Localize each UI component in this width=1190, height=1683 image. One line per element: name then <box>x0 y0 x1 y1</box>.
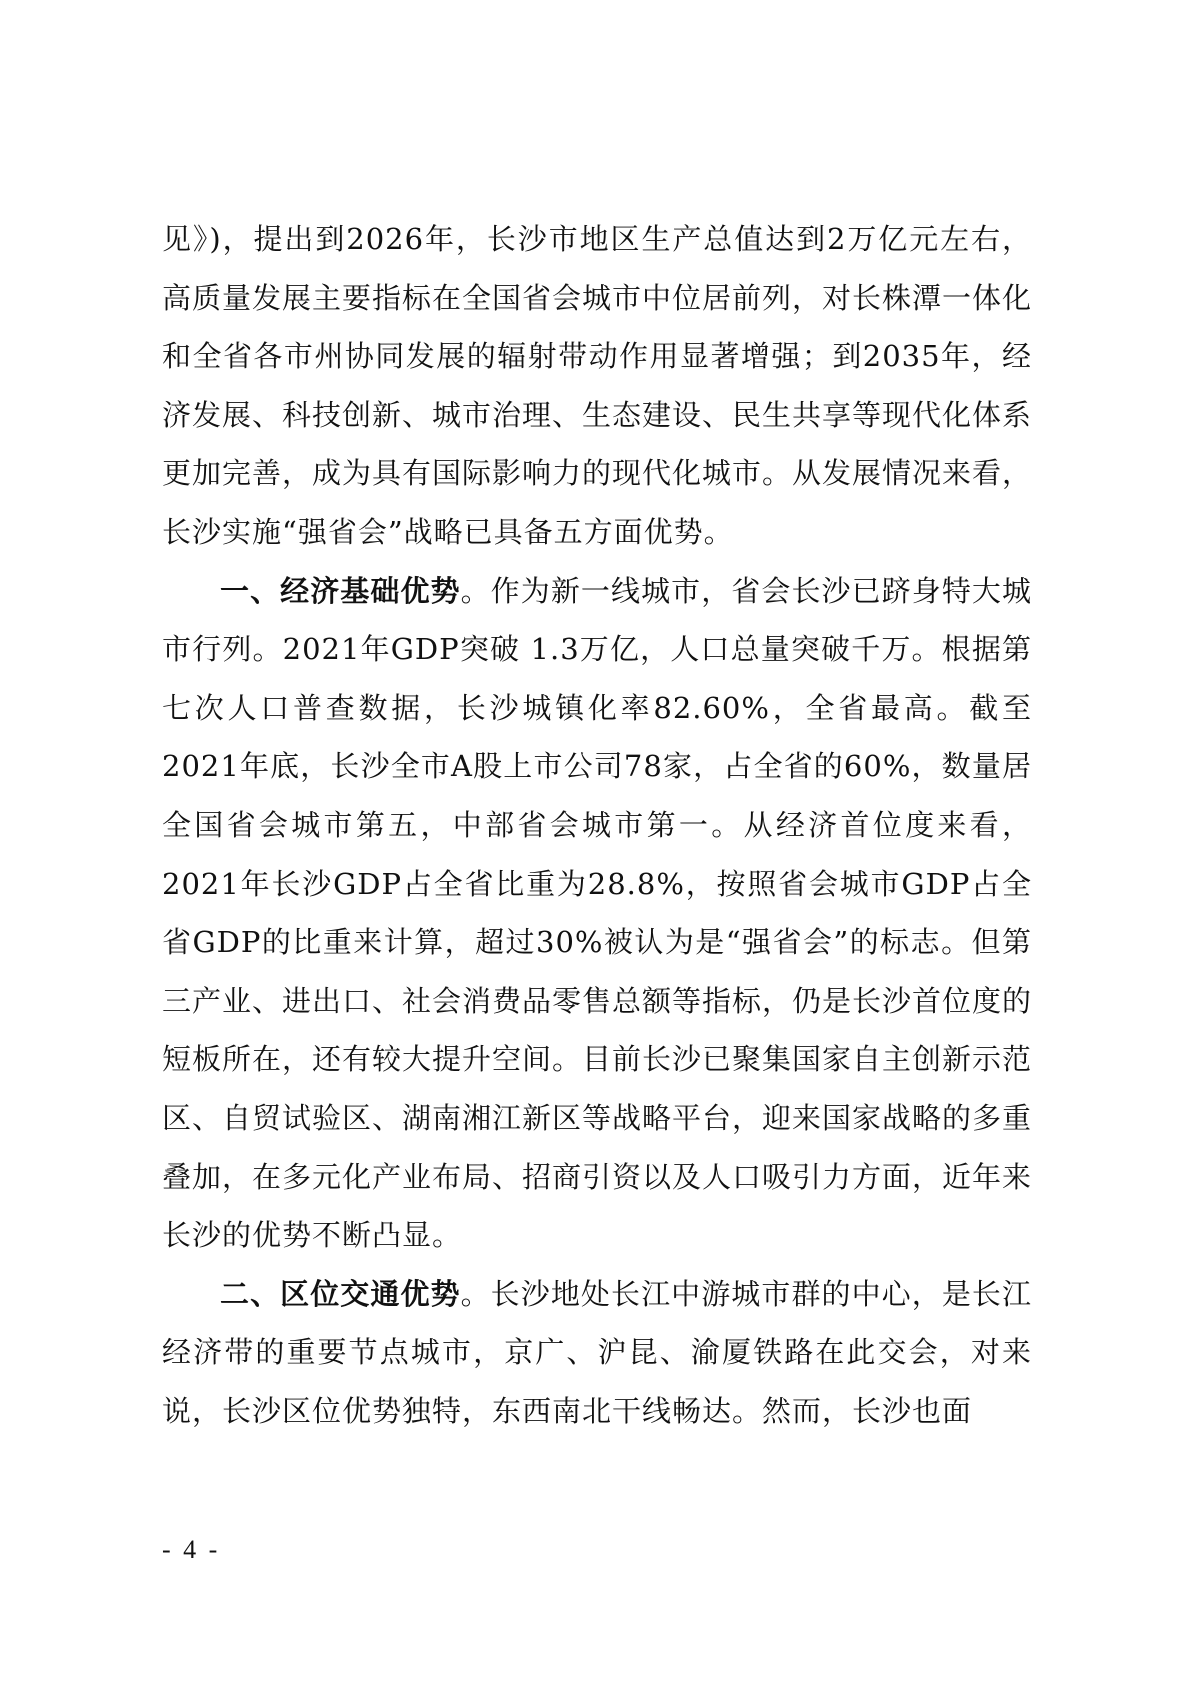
page-number: - 4 - <box>162 1535 221 1564</box>
section-heading-economic: 一、经济基础优势 <box>220 573 461 608</box>
paragraph-economic-advantage <box>162 562 1032 1265</box>
body-text <box>162 210 1032 1440</box>
paragraph-intro-text: 见》)，提出到2026年，长沙市地区生产总值达到2万亿元左右，高质量发展主要指标在全国省会城市中位居前列，对长株潭一体化和全省各市州协同发展的辐射带动作用显著增强；到2035年，经济发展、科技创新、城市治理、生态建设、民生共享等现代化体系更加完善，成为具有国际影响力的现代化城市。从发展情况来看，长沙实施“强省会”战略已具备五方面优势。 <box>162 222 1033 549</box>
paragraph-location-text: 。长沙地处长江中游城市群的中心，是长江经济带的重要节点城市，京广、沪昆、渝厦铁路在此交会，对来说，长沙区位优势独特，东西南北干线畅达。然而，长沙也面 <box>162 1276 1032 1428</box>
paragraph-economic-text: 。作为新一线城市，省会长沙已跻身特大城市行列。2021年GDP突破 1.3万亿，人口总量突破千万。根据第七次人口普查数据，长沙城镇化率82.60%，全省最高。截至2021年底，长沙全市A股上市公司78家，占全省的60%，数量居全国省会城市第五，中部省会城市第一。从经济首位度来看，2021年长沙GDP占全省比重为28.8%，按照省会城市GDP占全省GDP的比重来计算，超过30%被认为是“强省会”的标志。但第三产业、进出口、社会消费品零售总额等指标，仍是长沙首位度的短板所在，还有较大提升空间。目前长沙已聚集国家自主创新示范区、自贸试验区、湖南湘江新区等战略平台，迎来国家战略的多重叠加，在多元化产业布局、招商引资以及人口吸引力方面，近年来长沙的优势不断凸显。 <box>162 573 1033 1253</box>
section-heading-location: 二、区位交通优势 <box>220 1276 461 1311</box>
paragraph-intro <box>162 210 1032 562</box>
paragraph-location-advantage <box>162 1265 1032 1441</box>
